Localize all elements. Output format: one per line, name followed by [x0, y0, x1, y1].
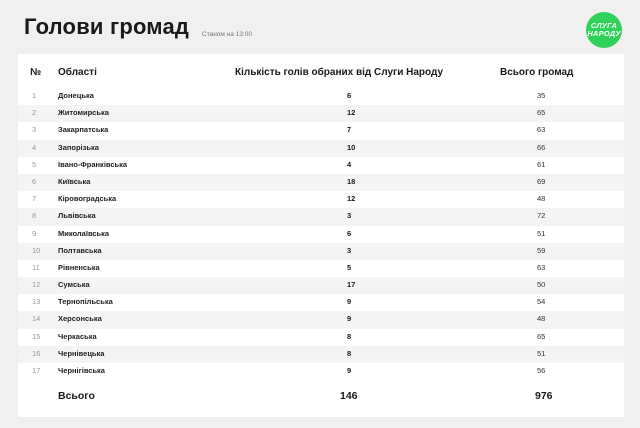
table-row: [18, 277, 624, 294]
row-elected: 8: [347, 348, 352, 358]
row-total: 63: [537, 125, 546, 135]
logo-line-1: СЛУГА: [590, 21, 618, 30]
row-total: 48: [537, 314, 546, 324]
row-region: Миколаївська: [58, 228, 110, 238]
row-total: 54: [537, 297, 546, 307]
row-total: 65: [537, 331, 546, 341]
total-elected: 146: [340, 390, 358, 402]
table-row: [18, 191, 624, 208]
row-region: Закарпатська: [58, 125, 109, 135]
table-header: [18, 54, 624, 88]
logo-line-2: НАРОДУ: [587, 29, 621, 38]
table-footer-totals: [18, 388, 624, 408]
row-elected: 17: [347, 280, 356, 290]
as-of-timestamp: Станом на 13:00: [202, 31, 252, 38]
row-elected: 3: [347, 211, 352, 221]
row-number: 15: [32, 331, 41, 341]
table-row: [18, 208, 624, 225]
row-total: 56: [537, 366, 546, 375]
row-elected: 10: [347, 142, 356, 152]
table-row: [18, 329, 624, 346]
row-elected: 5: [347, 262, 352, 272]
row-total: 48: [537, 194, 546, 204]
party-logo: [586, 12, 622, 48]
table-row: [18, 346, 624, 363]
row-number: 17: [32, 366, 41, 375]
table-row: [18, 105, 624, 122]
row-number: 8: [32, 211, 37, 221]
row-elected: 6: [347, 91, 352, 100]
table-row: [18, 174, 624, 191]
column-header-elected: Кількість голів обраних від Слуги Народу: [235, 67, 444, 78]
row-region: Івано-Франківська: [58, 159, 128, 169]
row-number: 14: [32, 314, 41, 324]
table-row: [18, 311, 624, 328]
row-number: 1: [32, 91, 37, 100]
page-title: Голови громад: [24, 14, 190, 39]
row-region: Донецька: [58, 91, 94, 100]
row-total: 72: [537, 211, 546, 221]
row-elected: 4: [347, 159, 352, 169]
row-region: Полтавська: [58, 245, 102, 255]
results-table: [18, 54, 624, 417]
row-region: Тернопільська: [58, 297, 113, 307]
row-elected: 3: [347, 245, 352, 255]
row-region: Херсонська: [58, 314, 102, 324]
row-region: Кіровоградська: [58, 194, 117, 204]
row-elected: 6: [347, 228, 352, 238]
row-total: 51: [537, 228, 546, 238]
row-total: 63: [537, 262, 546, 272]
row-total: 66: [537, 142, 546, 152]
table-row: [18, 243, 624, 260]
row-elected: 8: [347, 331, 352, 341]
row-region: Рівненська: [58, 262, 100, 272]
row-number: 5: [32, 159, 37, 169]
row-region: Чернівецька: [58, 348, 105, 358]
row-elected: 18: [347, 176, 356, 186]
row-total: 59: [537, 245, 546, 255]
total-label: Всього: [58, 390, 95, 402]
row-elected: 12: [347, 108, 356, 118]
row-number: 16: [32, 348, 41, 358]
row-region: Київська: [58, 176, 91, 186]
row-total: 65: [537, 108, 546, 118]
table-row: [18, 140, 624, 157]
row-number: 7: [32, 194, 37, 204]
table-row: [18, 363, 624, 380]
table-body: [18, 88, 624, 380]
column-header-num: №: [30, 67, 42, 78]
column-header-region: Області: [58, 67, 97, 78]
row-total: 50: [537, 280, 546, 290]
row-number: 9: [32, 228, 37, 238]
row-region: Житомирська: [58, 108, 109, 118]
row-number: 6: [32, 176, 37, 186]
row-elected: 12: [347, 194, 356, 204]
row-elected: 9: [347, 366, 352, 375]
column-header-total: Всього громад: [500, 67, 574, 78]
row-number: 4: [32, 142, 37, 152]
row-number: 2: [32, 108, 37, 118]
row-total: 69: [537, 176, 546, 186]
row-region: Чернігівська: [58, 366, 105, 375]
table-row: [18, 260, 624, 277]
row-total: 61: [537, 159, 546, 169]
table-row: [18, 157, 624, 174]
row-total: 35: [537, 91, 546, 100]
row-elected: 7: [347, 125, 352, 135]
row-region: Черкаська: [58, 331, 97, 341]
row-total: 51: [537, 348, 546, 358]
table-row: [18, 122, 624, 139]
row-number: 11: [32, 262, 40, 272]
table-row: [18, 226, 624, 243]
row-elected: 9: [347, 314, 352, 324]
row-number: 10: [32, 245, 41, 255]
row-region: Сумська: [58, 280, 90, 290]
total-communities: 976: [535, 390, 553, 402]
row-number: 12: [32, 280, 41, 290]
row-region: Запорізька: [58, 142, 99, 152]
row-elected: 9: [347, 297, 352, 307]
page-header: [0, 0, 640, 54]
table-row: [18, 294, 624, 311]
row-number: 3: [32, 125, 37, 135]
row-number: 13: [32, 297, 41, 307]
table-row: [18, 88, 624, 105]
row-region: Львівська: [58, 211, 96, 221]
